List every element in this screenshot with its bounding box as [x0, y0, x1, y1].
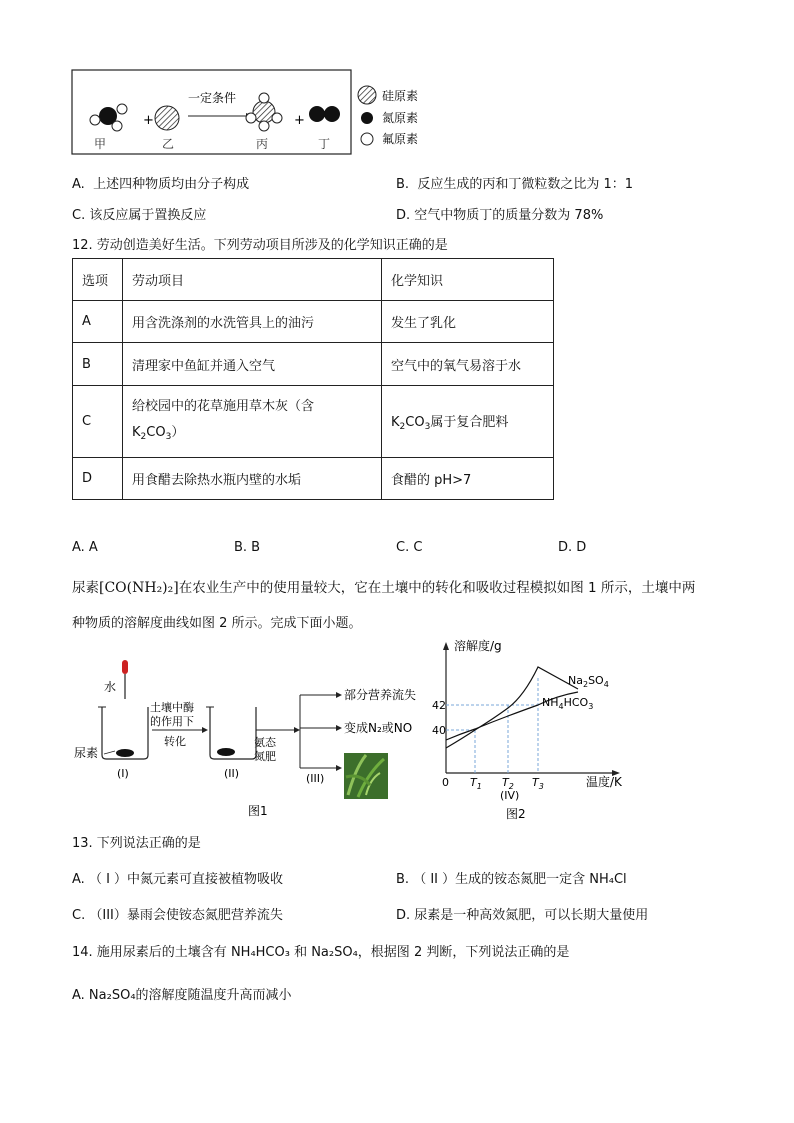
series-label-na2so4: $Na_2SO_4$ — [568, 674, 609, 689]
y-tick-42: 42 — [432, 699, 446, 712]
q11-option-a: A. 上述四种物质均由分子构成 — [72, 177, 250, 192]
guide-lines — [446, 678, 538, 773]
legend-f: 氟原素 — [382, 132, 419, 146]
svg-text:(III): (III) — [306, 772, 325, 785]
table-row: B 清理家中鱼缸并通入空气 空气中的氧气易溶于水 — [73, 343, 554, 386]
condition-label: 一定条件 — [188, 91, 237, 105]
figure-1 — [70, 655, 430, 825]
header-option: 选项 — [73, 259, 123, 301]
plant-image — [344, 753, 388, 799]
q14-option-a: A. Na₂SO₄的溶解度随温度升高而减小 — [72, 988, 292, 1003]
x-tick-t1: $T_1$ — [470, 776, 482, 791]
q12-table — [72, 258, 554, 500]
plus-sign: + — [143, 113, 154, 128]
svg-text:转化: 转化 — [164, 735, 186, 748]
label-bing: 丙 — [256, 137, 269, 151]
header-project: 劳动项目 — [123, 259, 382, 301]
svg-text:+: + — [294, 113, 305, 128]
q12-answer-a: A. A — [72, 540, 98, 555]
q11-option-c: C. 该反应属于置换反应 — [72, 208, 207, 223]
svg-text:变成N₂或NO: 变成N₂或NO — [344, 721, 413, 735]
molecule-jia — [90, 104, 127, 131]
x-tick-t3: $T_3$ — [532, 776, 544, 791]
q12-stem: 12. 劳动创造美好生活。下列劳动项目所涉及的化学知识正确的是 — [72, 238, 448, 253]
molecule-yi — [155, 106, 179, 130]
label-ding: 丁 — [318, 137, 331, 151]
legend-f-swatch — [361, 133, 373, 145]
q14-stem: 14. 施用尿素后的土壤含有 NH₄HCO₃ 和 Na₂SO₄，根据图 2 判断，下列说法正确的是 — [72, 945, 570, 960]
q11-option-d: D. 空气中物质丁的质量分数为 78% — [396, 208, 604, 223]
table-row: A 用含洗涤剂的水洗管具上的油污 发生了乳化 — [73, 301, 554, 343]
q11-option-b: B. 反应生成的丙和丁微粒数之比为 1：1 — [396, 177, 634, 192]
svg-text:氮肥: 氮肥 — [254, 750, 276, 763]
legend-n-swatch — [361, 112, 373, 124]
header-knowledge: 化学知识 — [382, 259, 554, 301]
chart-xlabel: 温度/K — [586, 775, 622, 789]
x-tick-t2: $T_2$ — [502, 776, 514, 791]
q13-option-b: B. （ II ）生成的铵态氮肥一定含 NH₄Cl — [396, 872, 627, 887]
q12-answer-d: D. D — [558, 540, 587, 555]
chart-sub-caption: (IV) — [500, 789, 520, 802]
intro-line1: 尿素[CO(NH₂)₂]在农业生产中的使用量较大，它在土壤中的转化和吸收过程模拟如图 1 所示，土壤中两 — [72, 580, 696, 596]
chart-ylabel: 溶解度/g — [454, 639, 502, 653]
series-label-nh4hco3: $NH_4HCO_3$ — [542, 696, 594, 711]
q12-answer-b: B. B — [234, 540, 261, 555]
svg-text:尿素: 尿素 — [74, 746, 99, 760]
svg-text:图1: 图1 — [248, 804, 268, 818]
svg-text:氨态: 氨态 — [254, 736, 276, 749]
table-row: C 给校园中的花草施用草木灰（含 $K_2CO_3$） $K_2CO_3$属于复合肥料 — [73, 386, 554, 458]
y-tick-40: 40 — [432, 724, 446, 737]
svg-text:水: 水 — [104, 680, 117, 694]
legend-n: 氮原素 — [382, 111, 419, 125]
svg-text:土壤中酶: 土壤中酶 — [150, 701, 194, 714]
q13-option-d: D. 尿素是一种高效氮肥，可以长期大量使用 — [396, 908, 649, 923]
svg-text:的作用下: 的作用下 — [150, 715, 194, 728]
molecule-bing — [246, 93, 282, 131]
q13-option-a: A. （ I ）中氮元素可直接被植物吸收 — [72, 872, 284, 887]
molecule-ding — [309, 106, 340, 122]
solubility-chart — [428, 636, 648, 826]
q12-answer-c: C. C — [396, 540, 423, 555]
legend-si: 硅原素 — [382, 89, 419, 103]
chart-origin: 0 — [442, 776, 449, 789]
svg-text:部分营养流失: 部分营养流失 — [344, 688, 417, 702]
reaction-diagram — [70, 68, 430, 158]
legend-si-swatch — [358, 86, 376, 104]
svg-text:(I): (I) — [117, 767, 129, 780]
label-jia: 甲 — [94, 137, 107, 151]
svg-text:(II): (II) — [224, 767, 240, 780]
table-row: D 用食醋去除热水瓶内壁的水垢 食醋的 pH>7 — [73, 458, 554, 500]
chart-caption: 图2 — [506, 807, 526, 821]
q13-stem: 13. 下列说法正确的是 — [72, 836, 201, 851]
intro-line2: 种物质的溶解度曲线如图 2 所示。完成下面小题。 — [72, 616, 362, 631]
label-yi: 乙 — [162, 137, 175, 151]
q13-option-c: C. （III）暴雨会使铵态氮肥营养流失 — [72, 908, 283, 923]
